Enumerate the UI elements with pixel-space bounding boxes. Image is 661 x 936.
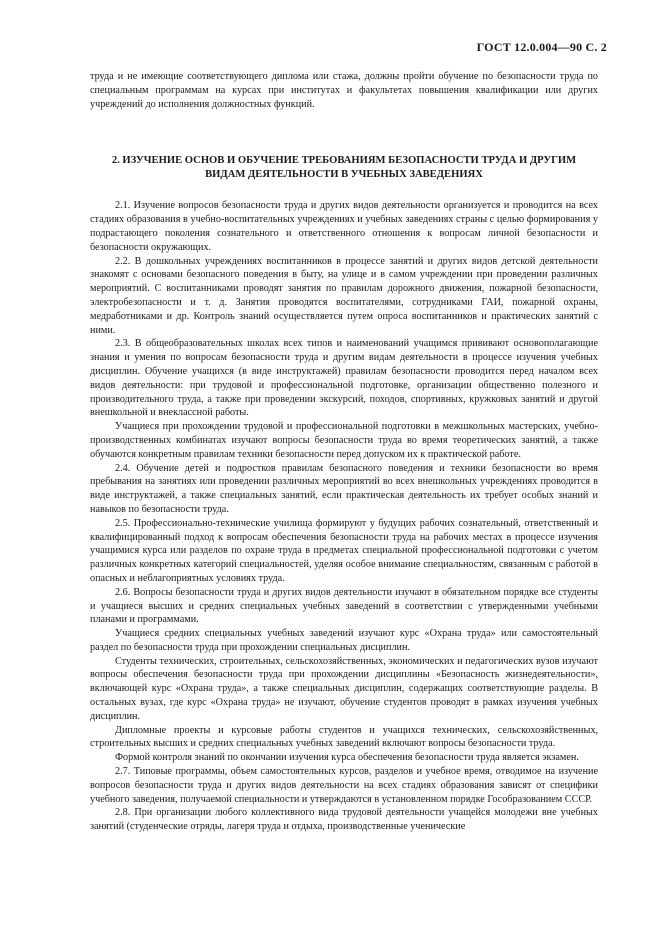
paragraph-2-7: 2.7. Типовые программы, объем самостоятельных курсов, разделов и учебное время, отводимое на изучение вопросов безопасности труда и других видов деятельности на всех стадиях образования зависят от специфики учебного заведения, получаемой специальности и утверждаются в установленном порядке Гособразованием СССР.: [90, 766, 598, 805]
paragraph-2-6-diploma: Дипломные проекты и курсовые работы студентов и учащихся технических, сельскохозяйственных, строительных высших и средних специальных учебных заведений включают вопросы безопасности труда.: [90, 724, 598, 750]
paragraph-2-4: 2.4. Обучение детей и подростков правилам безопасного поведения и техники безопасности во время пребывания на занятиях или проведении различных мероприятий во всех внешкольных учреждениях проводится в виде инструктажей, а также специальных занятий, если практическая деятельность их требует особых знаний и навыков по безопасности труда.: [90, 462, 598, 515]
paragraph-2-6-exam: Формой контроля знаний по окончании изучения курса обеспечения безопасности труда является экзамен.: [115, 752, 579, 764]
paragraph-2-5: 2.5. Профессионально-технические училища формируют у будущих рабочих сознательный, ответственный и квалифицированный подход к вопросам обеспечения безопасности труда на рабочих местах в процессе изучения учащимися курса или разделов по охране труда в предметах специальной профессиональной подготовки с учетом различных конкретных категорий специальностей, уделяя особое внимание специальностям, связанным с работой в опасных и неблагоприятных условиях труда.: [90, 517, 598, 584]
paragraph-2-6-secondary: Учащиеся средних специальных учебных заведений изучают курс «Охрана труда» или самостоятельный раздел по безопасности труда при прохождении специальных дисциплин.: [90, 628, 598, 653]
paragraph-2-8: 2.8. При организации любого коллективного вида трудовой деятельности учащейся молодежи вне учебных занятий (студенческие отряды, лагеря труда и отдыха, производственные ученические: [90, 807, 598, 833]
section-title: 2. ИЗУЧЕНИЕ ОСНОВ И ОБУЧЕНИЕ ТРЕБОВАНИЯМ БЕЗОПАСНОСТИ ТРУДА И ДРУГИМ ВИДАМ ДЕЯТЕЛЬНОСТИ В УЧЕБНЫХ ЗАВЕДЕНИЯХ: [111, 155, 577, 181]
paragraph-2-3: 2.3. В общеобразовательных школах всех типов и наименований учащимся прививают основополагающие знания и умения по вопросам безопасности труда и другим видам деятельности в процессе изучения учебных дисциплин. Обучение учащихся (в виде инструктажей) правилам безопасности проводится перед началом всех видов деятельности: при трудовой и профессиональной подготовке, организации общественно полезного и производительного труда, а также при проведении экскурсий, походов, спортивных, кружковых занятий и другой внешкольной и внеклассной работы.: [90, 338, 598, 419]
paragraph-2-6: 2.6. Вопросы безопасности труда и других видов деятельности изучают в обязательном порядке все студенты и учащиеся высших и средних специальных учебных заведений в соответствии с утвержденными учебными планами и программами.: [90, 586, 598, 626]
paragraph-2-6-higher: Студенты технических, строительных, сельскохозяйственных, экономических и педагогических вузов изучают вопросы обеспечения безопасности труда при прохождении дисциплины «Безопасность жизнедеятельности», включающей курс «Охрана труда», а также специальных дисциплин, содержащих соответствующие разделы. В остальных вузах, где курс «Охрана труда» не изучают, обучение студентов проводят в рамках изучения учебных дисциплин.: [90, 655, 598, 722]
page-header: ГОСТ 12.0.004—90 С. 2: [476, 40, 607, 54]
document-body: [90, 70, 598, 834]
paragraph-2-1: 2.1. Изучение вопросов безопасности труда и других видов деятельности организуется и проводится на всех стадиях образования в учебно-воспитательных учреждениях и учебных заведениях страны с целью формирования у подрастающего поколения сознательного и ответственного отношения к вопросам личной безопасности и безопасности окружающих.: [90, 200, 598, 253]
intro-paragraph: труда и не имеющие соответствующего диплома или стажа, должны пройти обучение по безопасности труда по специальным программам на курсах при институтах и факультетах повышения квалификации или других учреждений до исполнения должностных функций.: [90, 71, 598, 110]
paragraph-2-3-cont: Учащиеся при прохождении трудовой и профессиональной подготовки в межшкольных мастерских, учебно-производственных комбинатах изучают вопросы безопасности труда во время теоретических занятий, а также обучаются конкретным правилам техники безопасности перед допуском их к практической работе.: [90, 421, 598, 460]
paragraph-2-2: 2.2. В дошкольных учреждениях воспитанников в процессе занятий и других видов детской деятельности знакомят с основами безопасного поведения в быту, на улице и в самом учреждении при проведении различных мероприятий. С воспитанниками проводят занятия по правилам дорожного движения, пожарной безопасности, электробезопасности и т. д. Занятия проводятся воспитателями, сотрудниками ГАИ, пожарной охраны, медработниками и др. Контроль знаний осуществляется путем опроса воспитанников и практических занятий с ними.: [90, 255, 598, 336]
